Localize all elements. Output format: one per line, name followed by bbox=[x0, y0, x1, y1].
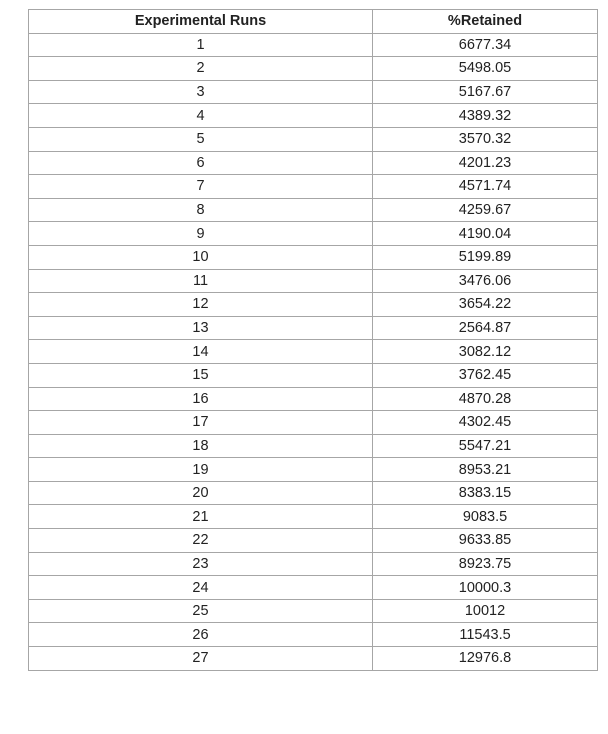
table-row bbox=[29, 363, 598, 387]
run-number-cell: 18 bbox=[29, 434, 373, 458]
table-row bbox=[29, 316, 598, 340]
run-number-cell: 16 bbox=[29, 387, 373, 411]
run-number-cell: 12 bbox=[29, 293, 373, 317]
table-row bbox=[29, 505, 598, 529]
run-number-cell: 6 bbox=[29, 151, 373, 175]
retained-value-cell: 12976.8 bbox=[373, 647, 598, 671]
table-row bbox=[29, 151, 598, 175]
table-row bbox=[29, 340, 598, 364]
run-number-cell: 15 bbox=[29, 363, 373, 387]
run-number-cell: 19 bbox=[29, 458, 373, 482]
table-row bbox=[29, 57, 598, 81]
retained-value-cell: 8383.15 bbox=[373, 481, 598, 505]
run-number-cell: 23 bbox=[29, 552, 373, 576]
run-number-cell: 14 bbox=[29, 340, 373, 364]
table-body bbox=[29, 33, 598, 670]
table-row bbox=[29, 175, 598, 199]
table-row bbox=[29, 269, 598, 293]
run-number-cell: 7 bbox=[29, 175, 373, 199]
retained-value-cell: 4302.45 bbox=[373, 411, 598, 435]
retention-table bbox=[28, 9, 598, 671]
header-experimental-runs: Experimental Runs bbox=[29, 10, 373, 34]
run-number-cell: 11 bbox=[29, 269, 373, 293]
retained-value-cell: 4190.04 bbox=[373, 222, 598, 246]
run-number-cell: 2 bbox=[29, 57, 373, 81]
retained-value-cell: 3570.32 bbox=[373, 127, 598, 151]
run-number-cell: 27 bbox=[29, 647, 373, 671]
retained-value-cell: 4870.28 bbox=[373, 387, 598, 411]
retained-value-cell: 8953.21 bbox=[373, 458, 598, 482]
table-row bbox=[29, 458, 598, 482]
table-row bbox=[29, 80, 598, 104]
table-row bbox=[29, 245, 598, 269]
retained-value-cell: 11543.5 bbox=[373, 623, 598, 647]
table-row bbox=[29, 293, 598, 317]
retained-value-cell: 4201.23 bbox=[373, 151, 598, 175]
table-row bbox=[29, 576, 598, 600]
table-header-row bbox=[29, 10, 598, 34]
table-row bbox=[29, 623, 598, 647]
run-number-cell: 26 bbox=[29, 623, 373, 647]
run-number-cell: 21 bbox=[29, 505, 373, 529]
retained-value-cell: 3082.12 bbox=[373, 340, 598, 364]
table-row bbox=[29, 599, 598, 623]
table-row bbox=[29, 198, 598, 222]
retained-value-cell: 5547.21 bbox=[373, 434, 598, 458]
run-number-cell: 8 bbox=[29, 198, 373, 222]
table-row bbox=[29, 127, 598, 151]
run-number-cell: 10 bbox=[29, 245, 373, 269]
retained-value-cell: 10000.3 bbox=[373, 576, 598, 600]
retained-value-cell: 3654.22 bbox=[373, 293, 598, 317]
retained-value-cell: 3762.45 bbox=[373, 363, 598, 387]
retained-value-cell: 2564.87 bbox=[373, 316, 598, 340]
run-number-cell: 1 bbox=[29, 33, 373, 57]
table-row bbox=[29, 552, 598, 576]
table-row bbox=[29, 481, 598, 505]
run-number-cell: 25 bbox=[29, 599, 373, 623]
table-row bbox=[29, 33, 598, 57]
table-row bbox=[29, 434, 598, 458]
retained-value-cell: 10012 bbox=[373, 599, 598, 623]
retained-value-cell: 4259.67 bbox=[373, 198, 598, 222]
run-number-cell: 4 bbox=[29, 104, 373, 128]
run-number-cell: 17 bbox=[29, 411, 373, 435]
retained-value-cell: 9633.85 bbox=[373, 529, 598, 553]
retained-value-cell: 3476.06 bbox=[373, 269, 598, 293]
table-row bbox=[29, 647, 598, 671]
run-number-cell: 9 bbox=[29, 222, 373, 246]
retained-value-cell: 5199.89 bbox=[373, 245, 598, 269]
retained-value-cell: 9083.5 bbox=[373, 505, 598, 529]
retained-value-cell: 4571.74 bbox=[373, 175, 598, 199]
header-retained: %Retained bbox=[373, 10, 598, 34]
run-number-cell: 24 bbox=[29, 576, 373, 600]
retained-value-cell: 8923.75 bbox=[373, 552, 598, 576]
table-row bbox=[29, 387, 598, 411]
retained-value-cell: 5498.05 bbox=[373, 57, 598, 81]
table-row bbox=[29, 104, 598, 128]
table-row bbox=[29, 411, 598, 435]
run-number-cell: 13 bbox=[29, 316, 373, 340]
retained-value-cell: 6677.34 bbox=[373, 33, 598, 57]
run-number-cell: 5 bbox=[29, 127, 373, 151]
table-row bbox=[29, 222, 598, 246]
run-number-cell: 20 bbox=[29, 481, 373, 505]
table-row bbox=[29, 529, 598, 553]
retained-value-cell: 4389.32 bbox=[373, 104, 598, 128]
run-number-cell: 3 bbox=[29, 80, 373, 104]
run-number-cell: 22 bbox=[29, 529, 373, 553]
retained-value-cell: 5167.67 bbox=[373, 80, 598, 104]
